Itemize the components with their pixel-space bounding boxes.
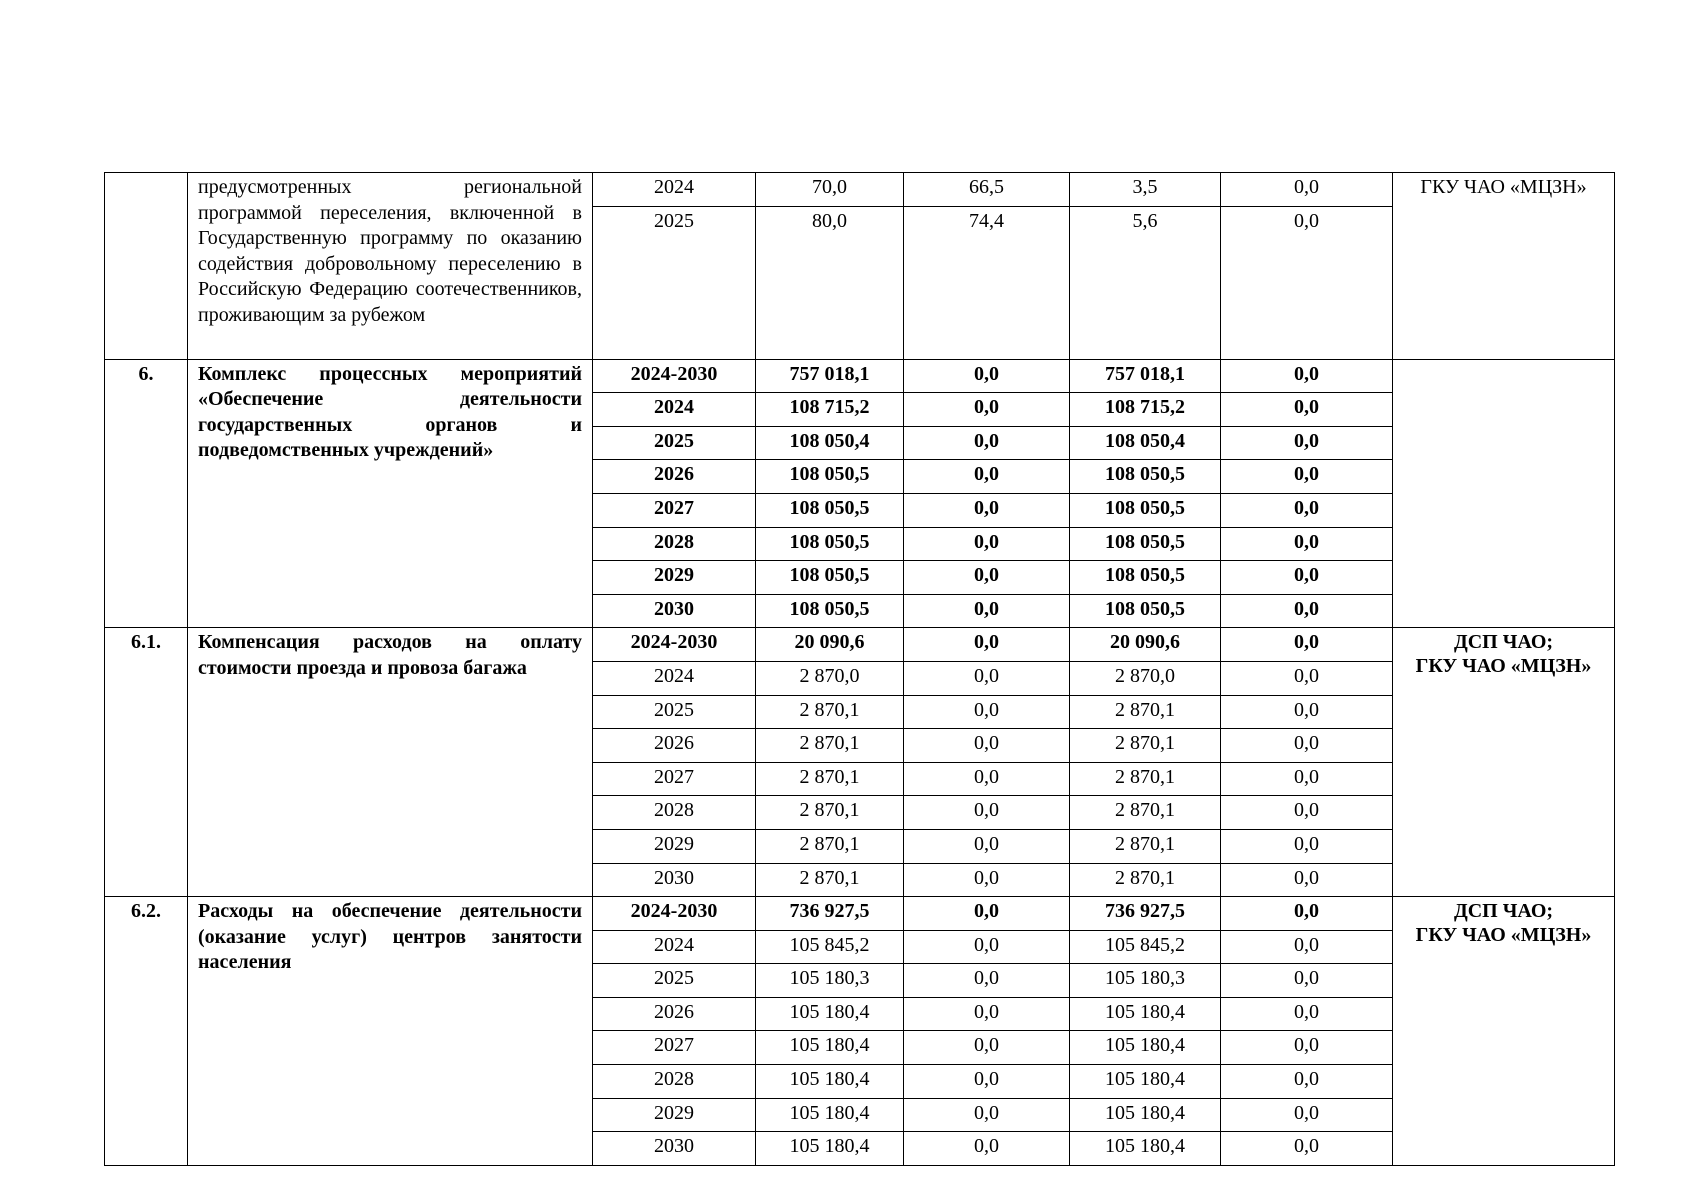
federal-budget-cell: 0,0 bbox=[904, 897, 1070, 931]
federal-budget-cell: 0,0 bbox=[904, 661, 1070, 695]
table-row bbox=[105, 628, 1615, 662]
executor-cell bbox=[1393, 359, 1615, 628]
other-sources-cell: 0,0 bbox=[1221, 930, 1393, 964]
table-body bbox=[105, 173, 1615, 1166]
regional-budget-cell: 2 870,1 bbox=[1070, 762, 1221, 796]
executor-line: ГКУ ЧАО «МЦЗН» bbox=[1420, 176, 1587, 198]
federal-budget-cell: 0,0 bbox=[904, 527, 1070, 561]
regional-budget-cell: 3,5 bbox=[1070, 173, 1221, 207]
budget-table bbox=[104, 172, 1615, 1166]
other-sources-cell: 0,0 bbox=[1221, 762, 1393, 796]
regional-budget-cell: 757 018,1 bbox=[1070, 359, 1221, 393]
federal-budget-cell: 0,0 bbox=[904, 1098, 1070, 1132]
federal-budget-cell: 0,0 bbox=[904, 393, 1070, 427]
federal-budget-cell: 0,0 bbox=[904, 493, 1070, 527]
regional-budget-cell: 108 050,5 bbox=[1070, 460, 1221, 494]
regional-budget-cell: 108 050,4 bbox=[1070, 426, 1221, 460]
year-cell: 2028 bbox=[593, 1065, 756, 1099]
regional-budget-cell: 105 180,4 bbox=[1070, 1031, 1221, 1065]
other-sources-cell: 0,0 bbox=[1221, 997, 1393, 1031]
other-sources-cell: 0,0 bbox=[1221, 460, 1393, 494]
total-cell: 108 050,5 bbox=[756, 493, 904, 527]
federal-budget-cell: 0,0 bbox=[904, 628, 1070, 662]
executor-cell bbox=[1393, 173, 1615, 360]
item-number-cell: 6.1. bbox=[105, 628, 188, 897]
regional-budget-cell: 108 050,5 bbox=[1070, 561, 1221, 595]
regional-budget-cell: 105 180,3 bbox=[1070, 964, 1221, 998]
year-cell: 2026 bbox=[593, 460, 756, 494]
year-cell: 2029 bbox=[593, 1098, 756, 1132]
other-sources-cell: 0,0 bbox=[1221, 173, 1393, 207]
other-sources-cell: 0,0 bbox=[1221, 359, 1393, 393]
total-cell: 108 050,4 bbox=[756, 426, 904, 460]
federal-budget-cell: 0,0 bbox=[904, 695, 1070, 729]
other-sources-cell: 0,0 bbox=[1221, 1132, 1393, 1166]
year-cell: 2025 bbox=[593, 695, 756, 729]
total-cell: 108 050,5 bbox=[756, 460, 904, 494]
other-sources-cell: 0,0 bbox=[1221, 964, 1393, 998]
year-cell: 2030 bbox=[593, 863, 756, 897]
item-name-cell: Комплекс процессных мероприятий «Обеспечение деятельности государственных органов и подведомственных учреждений» bbox=[188, 359, 593, 628]
other-sources-cell: 0,0 bbox=[1221, 661, 1393, 695]
federal-budget-cell: 0,0 bbox=[904, 1132, 1070, 1166]
item-name-cell: Расходы на обеспечение деятельности (оказание услуг) центров занятости населения bbox=[188, 897, 593, 1166]
year-cell: 2026 bbox=[593, 997, 756, 1031]
year-cell: 2025 bbox=[593, 964, 756, 998]
federal-budget-cell: 0,0 bbox=[904, 863, 1070, 897]
federal-budget-cell: 0,0 bbox=[904, 426, 1070, 460]
federal-budget-cell: 0,0 bbox=[904, 1065, 1070, 1099]
total-cell: 108 050,5 bbox=[756, 594, 904, 628]
other-sources-cell: 0,0 bbox=[1221, 796, 1393, 830]
total-cell: 2 870,0 bbox=[756, 661, 904, 695]
year-cell: 2028 bbox=[593, 527, 756, 561]
year-cell: 2027 bbox=[593, 493, 756, 527]
other-sources-cell: 0,0 bbox=[1221, 561, 1393, 595]
total-cell: 70,0 bbox=[756, 173, 904, 207]
other-sources-cell: 0,0 bbox=[1221, 393, 1393, 427]
total-cell: 105 180,3 bbox=[756, 964, 904, 998]
federal-budget-cell: 0,0 bbox=[904, 829, 1070, 863]
total-cell: 105 180,4 bbox=[756, 1031, 904, 1065]
federal-budget-cell: 0,0 bbox=[904, 359, 1070, 393]
regional-budget-cell: 108 050,5 bbox=[1070, 527, 1221, 561]
year-cell: 2024-2030 bbox=[593, 628, 756, 662]
executor-line: ДСП ЧАО; bbox=[1453, 900, 1554, 923]
year-cell: 2029 bbox=[593, 561, 756, 595]
year-cell: 2029 bbox=[593, 829, 756, 863]
other-sources-cell: 0,0 bbox=[1221, 695, 1393, 729]
other-sources-cell: 0,0 bbox=[1221, 594, 1393, 628]
federal-budget-cell: 0,0 bbox=[904, 930, 1070, 964]
table-row bbox=[105, 897, 1615, 931]
total-cell: 736 927,5 bbox=[756, 897, 904, 931]
total-cell: 105 180,4 bbox=[756, 1065, 904, 1099]
other-sources-cell: 0,0 bbox=[1221, 493, 1393, 527]
executor-line: ДСП ЧАО; bbox=[1453, 631, 1554, 654]
total-cell: 105 180,4 bbox=[756, 997, 904, 1031]
year-cell: 2024 bbox=[593, 393, 756, 427]
total-cell: 105 180,4 bbox=[756, 1098, 904, 1132]
total-cell: 108 050,5 bbox=[756, 561, 904, 595]
year-cell: 2027 bbox=[593, 1031, 756, 1065]
regional-budget-cell: 20 090,6 bbox=[1070, 628, 1221, 662]
year-cell: 2024 bbox=[593, 173, 756, 207]
regional-budget-cell: 108 715,2 bbox=[1070, 393, 1221, 427]
year-cell: 2024 bbox=[593, 930, 756, 964]
total-cell: 2 870,1 bbox=[756, 863, 904, 897]
year-cell: 2025 bbox=[593, 426, 756, 460]
total-cell: 20 090,6 bbox=[756, 628, 904, 662]
other-sources-cell: 0,0 bbox=[1221, 426, 1393, 460]
other-sources-cell: 0,0 bbox=[1221, 1031, 1393, 1065]
other-sources-cell: 0,0 bbox=[1221, 729, 1393, 763]
year-cell: 2024-2030 bbox=[593, 897, 756, 931]
regional-budget-cell: 105 180,4 bbox=[1070, 1132, 1221, 1166]
other-sources-cell: 0,0 bbox=[1221, 628, 1393, 662]
regional-budget-cell: 2 870,1 bbox=[1070, 729, 1221, 763]
executor-cell bbox=[1393, 628, 1615, 897]
year-cell: 2026 bbox=[593, 729, 756, 763]
year-cell: 2025 bbox=[593, 206, 756, 359]
total-cell: 108 715,2 bbox=[756, 393, 904, 427]
total-cell: 757 018,1 bbox=[756, 359, 904, 393]
executor-line: ГКУ ЧАО «МЦЗН» bbox=[1415, 655, 1592, 678]
federal-budget-cell: 74,4 bbox=[904, 206, 1070, 359]
year-cell: 2030 bbox=[593, 594, 756, 628]
total-cell: 2 870,1 bbox=[756, 762, 904, 796]
federal-budget-cell: 0,0 bbox=[904, 561, 1070, 595]
table-row bbox=[105, 173, 1615, 207]
year-cell: 2027 bbox=[593, 762, 756, 796]
federal-budget-cell: 0,0 bbox=[904, 729, 1070, 763]
regional-budget-cell: 108 050,5 bbox=[1070, 493, 1221, 527]
total-cell: 2 870,1 bbox=[756, 796, 904, 830]
regional-budget-cell: 108 050,5 bbox=[1070, 594, 1221, 628]
table-row bbox=[105, 359, 1615, 393]
item-number-cell: 6. bbox=[105, 359, 188, 628]
regional-budget-cell: 105 180,4 bbox=[1070, 1098, 1221, 1132]
executor-line: ГКУ ЧАО «МЦЗН» bbox=[1415, 924, 1592, 947]
federal-budget-cell: 0,0 bbox=[904, 964, 1070, 998]
regional-budget-cell: 105 845,2 bbox=[1070, 930, 1221, 964]
year-cell: 2028 bbox=[593, 796, 756, 830]
other-sources-cell: 0,0 bbox=[1221, 527, 1393, 561]
other-sources-cell: 0,0 bbox=[1221, 206, 1393, 359]
total-cell: 108 050,5 bbox=[756, 527, 904, 561]
federal-budget-cell: 0,0 bbox=[904, 796, 1070, 830]
federal-budget-cell: 0,0 bbox=[904, 594, 1070, 628]
federal-budget-cell: 0,0 bbox=[904, 460, 1070, 494]
regional-budget-cell: 2 870,0 bbox=[1070, 661, 1221, 695]
total-cell: 80,0 bbox=[756, 206, 904, 359]
other-sources-cell: 0,0 bbox=[1221, 897, 1393, 931]
year-cell: 2030 bbox=[593, 1132, 756, 1166]
total-cell: 2 870,1 bbox=[756, 829, 904, 863]
regional-budget-cell: 2 870,1 bbox=[1070, 695, 1221, 729]
item-number-cell bbox=[105, 173, 188, 360]
other-sources-cell: 0,0 bbox=[1221, 1098, 1393, 1132]
total-cell: 2 870,1 bbox=[756, 695, 904, 729]
year-cell: 2024 bbox=[593, 661, 756, 695]
total-cell: 2 870,1 bbox=[756, 729, 904, 763]
regional-budget-cell: 2 870,1 bbox=[1070, 796, 1221, 830]
regional-budget-cell: 2 870,1 bbox=[1070, 829, 1221, 863]
regional-budget-cell: 105 180,4 bbox=[1070, 1065, 1221, 1099]
other-sources-cell: 0,0 bbox=[1221, 1065, 1393, 1099]
item-name-cell: предусмотренных региональной программой переселения, включенной в Государственную программу по оказанию содействия добровольному переселению в Российскую Федерацию соотечественников, проживающим за рубежом bbox=[188, 173, 593, 360]
total-cell: 105 180,4 bbox=[756, 1132, 904, 1166]
executor-cell bbox=[1393, 897, 1615, 1166]
regional-budget-cell: 2 870,1 bbox=[1070, 863, 1221, 897]
other-sources-cell: 0,0 bbox=[1221, 863, 1393, 897]
federal-budget-cell: 0,0 bbox=[904, 997, 1070, 1031]
other-sources-cell: 0,0 bbox=[1221, 829, 1393, 863]
regional-budget-cell: 105 180,4 bbox=[1070, 997, 1221, 1031]
total-cell: 105 845,2 bbox=[756, 930, 904, 964]
federal-budget-cell: 66,5 bbox=[904, 173, 1070, 207]
item-number-cell: 6.2. bbox=[105, 897, 188, 1166]
year-cell: 2024-2030 bbox=[593, 359, 756, 393]
federal-budget-cell: 0,0 bbox=[904, 762, 1070, 796]
item-name-cell: Компенсация расходов на оплату стоимости проезда и провоза багажа bbox=[188, 628, 593, 897]
regional-budget-cell: 736 927,5 bbox=[1070, 897, 1221, 931]
regional-budget-cell: 5,6 bbox=[1070, 206, 1221, 359]
federal-budget-cell: 0,0 bbox=[904, 1031, 1070, 1065]
